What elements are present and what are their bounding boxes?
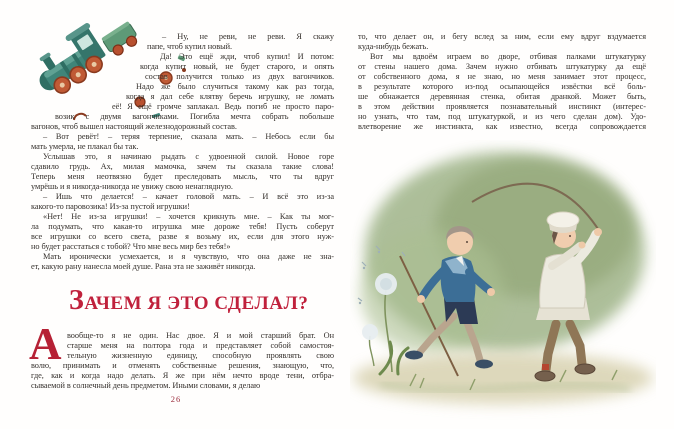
text-line: Да! Это ещё жди, чтоб купил! И потом: xyxy=(160,52,334,61)
text-line: Теперь меня неотвязно будет преследовать мысль, что ты вдруг xyxy=(31,172,334,181)
text-line: влетворение же инстинкта, как известно, всегда сопровождается xyxy=(358,122,646,131)
text-line: – Ишь что делается! – качает головой мать. – И всё это из-за xyxy=(43,192,334,201)
text-line: ше обнажается деревянная стенка, обитая дранкой. Может быть, xyxy=(358,92,646,101)
text-line: куда-нибудь бежать. xyxy=(358,42,429,51)
text-line: сываемой в солнечный день предметом. Иными словами, я делаю xyxy=(31,381,261,390)
text-line: но будет расстаться с тобой? Что мне весь мир без тебя!» xyxy=(31,242,231,251)
text-line: мать умерла, не плакал бы так. xyxy=(31,142,139,151)
text-line: Мать иронически усмехается, и я чувствую, что она даже не зна- xyxy=(43,252,334,261)
text-line: вагонов, чтоб вышел настоящий железнодорожный состав. xyxy=(31,122,237,131)
text-line: папе, чтоб купил новый. xyxy=(147,42,233,51)
text-line: какого-то паровозика! Из-за пустой игрушки! xyxy=(31,202,190,211)
page-number: 26 xyxy=(170,394,182,404)
text-line: умрёшь и я никогда-никогда не увижу свою ненаглядную. xyxy=(31,182,233,191)
text-line: тельную жизненную единицу, способную проявлять свою xyxy=(67,351,334,360)
text-line: старше меня на полтора года и представляет собой самостоя- xyxy=(67,341,334,350)
text-line: где, как и когда надо делать. Я же при нём нечто вроде тени, отбра- xyxy=(31,371,334,380)
text-line: ла подумать, что какая-то игрушка мне дороже тебя! Пусть соберут xyxy=(31,222,334,231)
text-line: от стены нашего дома. Зачем нужно отбивать штукатурку да ещё xyxy=(358,62,646,71)
text-line: волю, принимать и отменять собственные решения, знающую, что, xyxy=(31,361,334,370)
text-line: в результате которого из-под осыпающейся извёстки всё боль- xyxy=(358,82,646,91)
text-line: все игрушки со всего света, разве я возьму их, если для этого нуж- xyxy=(31,232,334,241)
text-line: – Ну, не реви, не реви. Я скажу xyxy=(162,32,334,41)
text-line: возик с двумя вагончиками. Погибла мечта собрать побольше xyxy=(55,112,334,121)
text-line: когда купит новый, не будет старого, и опять xyxy=(140,62,334,71)
text-line: её! Я ещё громче заплакал. Ведь погиб не просто паро- xyxy=(112,102,334,111)
text-line: состав получится только из двух вагончиков. xyxy=(145,72,334,81)
text-line: «Нет! Не из-за игрушки! – хочется крикнуть мне. – Как ты мог- xyxy=(43,212,334,221)
text-line: в этом действии проявляется познавательный инстинкт (интерес- xyxy=(358,102,646,111)
chapter-heading: ЗАЧЕМ Я ЭТО СДЕЛАЛ? xyxy=(69,285,309,316)
text-line: вообще-то я не один. Нас двое. Я и мой старший брат. Он xyxy=(67,331,334,340)
text-line: то, что делает он, и бегу вслед за ним, если ему вдруг вздумается xyxy=(358,32,646,41)
boys-playing-illustration xyxy=(350,140,656,425)
text-line: – Вот ревёт! – теряя терпение, сказала мать. – Небось если бы xyxy=(43,132,334,141)
text-line: сдавило грудь. Ах, милая мамочка, зачем ты сказала такие слова! xyxy=(31,162,334,171)
train-body-group xyxy=(26,6,142,102)
text-line: Надо же было случиться такому как раз тогда, xyxy=(136,82,334,91)
text-line: от собственного дома, я не знаю, но меня занимает этот процесс, xyxy=(358,72,646,81)
text-line: Услышав это, я начинаю рыдать с удвоенной силой. Новое горе xyxy=(43,152,334,161)
text-line: Вот мы вдвоём играем во дворе, отбивая палками штукатурку xyxy=(370,52,646,61)
text-line: но узнать, что там, под штукатуркой, и из чего сделан дом). Удо- xyxy=(358,112,646,121)
text-line: ет, какую рану нанесла моей душе. Рана эта не заживёт никогда. xyxy=(31,262,256,271)
text-line: когда я дал себе клятву беречь игрушку, не ломать xyxy=(126,92,334,101)
drop-cap: А xyxy=(29,319,62,369)
